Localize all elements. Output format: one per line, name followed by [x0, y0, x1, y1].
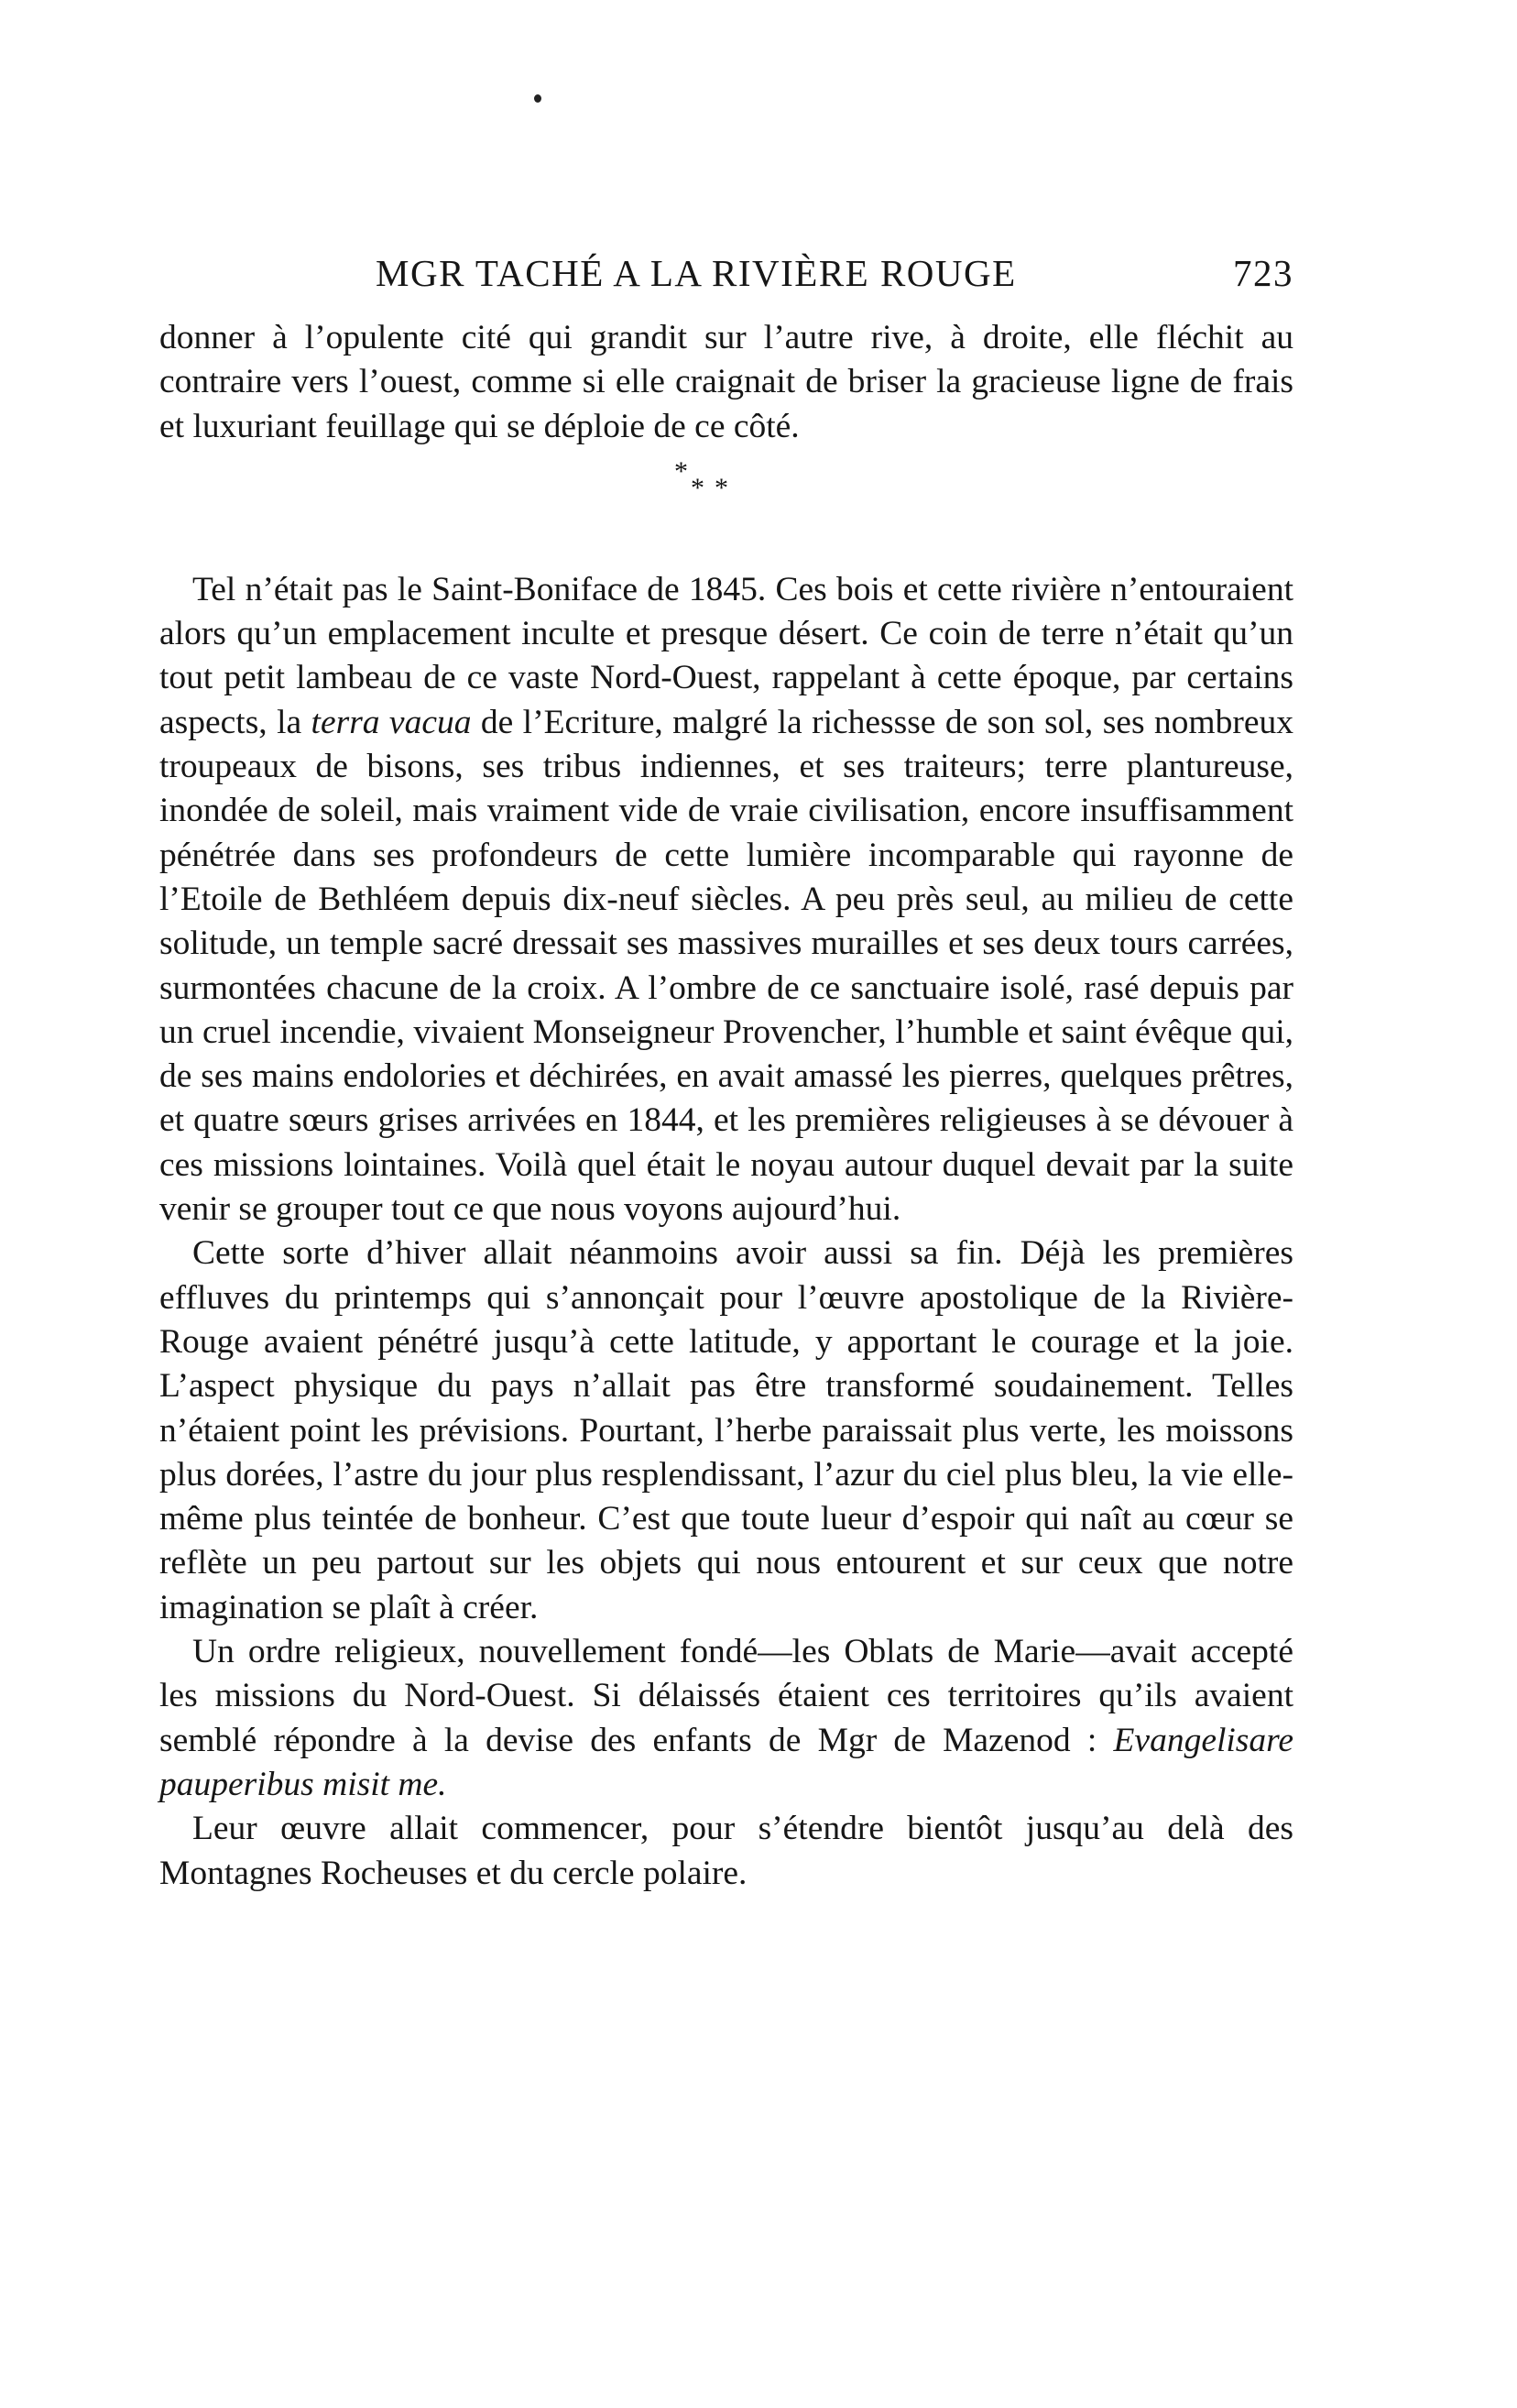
- paragraph-2: [159, 568, 1293, 1231]
- paragraph-3: Cette sorte d’hiver allait néanmoins avoir aussi sa fin. Déjà les premières effluves du printemps qui s’annonçait pour l’œuvre apostolique de la Rivière-Rouge avaient pénétré jusqu’à cette latitude, y apportant le courage et la joie. L’aspect physique du pays n’allait pas être transformé soudainement. Telles n’étaient point les prévisions. Pourtant, l’herbe paraissait plus verte, les moissons plus dorées, l’astre du jour plus resplendissant, l’azur du ciel plus bleu, la vie elle-même plus teintée de bonheur. C’est que toute lueur d’espoir qui naît au cœur se reflète un peu partout sur les objets qui nous entourent et sur ceux que notre imagination se plaît à créer.: [159, 1234, 1293, 1626]
- paragraph-5: Leur œuvre allait commencer, pour s’étendre bientôt jusqu’au delà des Montagnes Rocheuses et du cercle polaire.: [159, 1810, 1293, 1892]
- paragraph-4-part-a: Un ordre religieux, nouvellement fondé—les Oblats de Marie—avait accepté les missions du Nord-Ouest. Si délaissés étaient ces territoires qu’ils avaient semblé répondre à la devise des enfants de Mgr de Mazenod :: [159, 1633, 1293, 1759]
- ink-speck: [534, 94, 541, 103]
- paragraph-4-italic-motto: Evangelisare pauperibus misit me.: [159, 1721, 1293, 1803]
- page-number: 723: [1233, 252, 1293, 294]
- asterism-star-left: *: [691, 472, 704, 503]
- page-header: [159, 246, 1293, 301]
- section-break-asterism: [159, 449, 1293, 568]
- asterism-star-top: *: [674, 455, 688, 487]
- asterism-star-right: *: [715, 472, 728, 503]
- running-title: MGR TACHÉ A LA RIVIÈRE ROUGE: [376, 252, 1017, 294]
- paragraph-2-part-b: de l’Ecriture, malgré la richessse de son sol, ses nombreux troupeaux de bisons, ses tribus indiennes, et ses traiteurs; terre plantureuse, inondée de soleil, mais vraiment vide de vraie civilisation, encore insuffisamment pénétrée dans ses profondeurs de cette lumière incomparable qui rayonne de l’Etoile de Bethléem depuis dix-neuf siècles. A peu près seul, au milieu de cette solitude, un temple sacré dressait ses massives murailles et ses deux tours carrées, surmontées chacune de la croix. A l’ombre de ce sanctuaire isolé, rasé depuis par un cruel incendie, vivaient Monseigneur Provencher, l’humble et saint évêque qui, de ses mains endolories et déchirées, en avait amassé les pierres, quelques prêtres, et quatre sœurs grises arrivées en 1844, et les premières religieuses à se dévouer à ces missions lointaines. Voilà quel était le noyau autour duquel devait par la suite venir se grouper tout ce que nous voyons aujourd’hui.: [159, 703, 1293, 1229]
- paragraph-4: [159, 1630, 1293, 1807]
- paragraph-2-italic: terra vacua: [311, 703, 472, 741]
- body-text: [159, 316, 1293, 1896]
- paragraph-2-part-a: Tel n’était pas le Saint-Boniface de 1845. Ces bois et cette rivière n’entouraient alors qu’un emplacement inculte et presque désert. Ce coin de terre n’était qu’un tout petit lambeau de ce vaste Nord-Ouest, rappelant à cette époque, par certains aspects, la: [159, 570, 1293, 741]
- paragraph-1: donner à l’opulente cité qui grandit sur l’autre rive, à droite, elle fléchit au contraire vers l’ouest, comme si elle craignait de briser la gracieuse ligne de frais et luxuriant feuillage qui se déploie de ce côté.: [159, 319, 1293, 445]
